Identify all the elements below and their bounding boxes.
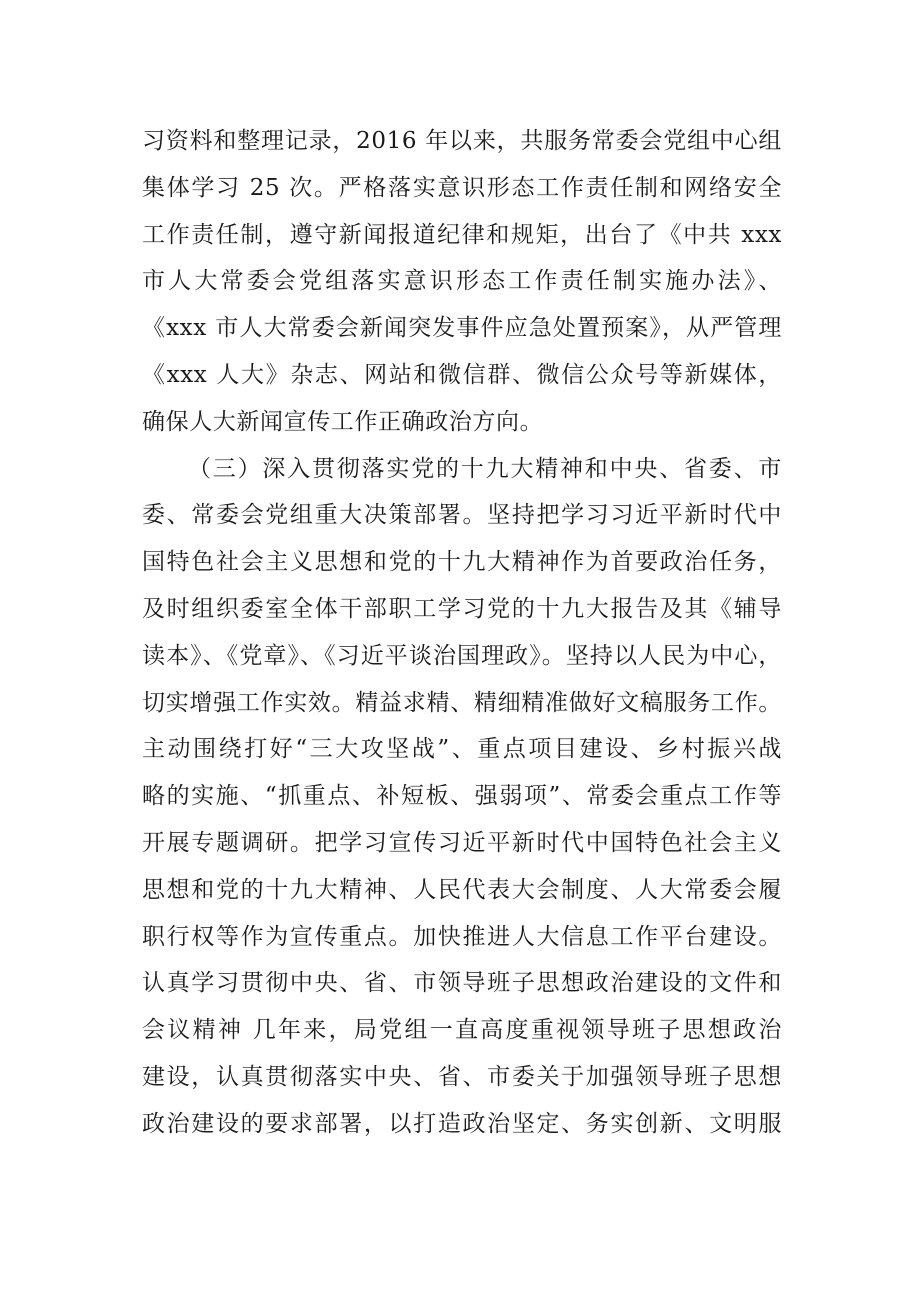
text-line-3: 工作责任制，遵守新闻报道纪律和规矩，出台了《中共 xxx	[142, 221, 782, 248]
text-line-11: 及时组织委室全体干部职工学习党的十九大报告及其《辅导	[142, 595, 782, 622]
text-line-4: 市人大常委会党组落实意识形态工作责任制实施办法》、	[142, 268, 782, 295]
paragraph-heading-line: （三）深入贯彻落实党的十九大精神和中央、省委、市	[188, 455, 782, 482]
text-line-17: 思想和党的十九大精神、人民代表大会制度、人大常委会履	[142, 876, 782, 903]
text-line-13: 切实增强工作实效。精益求精、精细精准做好文稿服务工作。	[142, 689, 782, 716]
text-line-5: 《xxx 市人大常委会新闻突发事件应急处置预案》，从严管理	[142, 315, 782, 342]
text-line-9: 委、常委会党组重大决策部署。坚持把学习习近平新时代中	[142, 502, 782, 529]
text-line-2: 集体学习 25 次。严格落实意识形态工作责任制和网络安全	[142, 174, 782, 201]
text-line-22: 政治建设的要求部署，以打造政治坚定、务实创新、文明服	[142, 1110, 782, 1137]
text-line-12: 读本》、《党章》、《习近平谈治国理政》。坚持以人民为中心，	[142, 642, 782, 669]
text-line-7: 确保人大新闻宣传工作正确政治方向。	[142, 408, 544, 435]
text-line-10: 国特色社会主义思想和党的十九大精神作为首要政治任务，	[142, 549, 782, 576]
text-line-21: 建设，认真贯彻落实中央、省、市委关于加强领导班子思想	[142, 1063, 782, 1090]
text-line-16: 开展专题调研。把学习宣传习近平新时代中国特色社会主义	[142, 829, 782, 856]
text-line-6: 《xxx 人大》杂志、网站和微信群、微信公众号等新媒体，	[142, 361, 782, 388]
body-text	[142, 118, 782, 1148]
text-line-20: 会议精神 几年来，局党组一直高度重视领导班子思想政治	[142, 1017, 782, 1044]
text-line-1: 习资料和整理记录，2016 年以来，共服务常委会党组中心组	[142, 128, 782, 154]
text-line-14: 主动围绕打好“三大攻坚战”、重点项目建设、乡村振兴战	[142, 736, 782, 763]
text-line-18: 职行权等作为宣传重点。加快推进人大信息工作平台建设。	[142, 923, 782, 950]
text-line-15: 略的实施、“抓重点、补短板、强弱项”、常委会重点工作等	[142, 783, 782, 810]
text-line-19: 认真学习贯彻中央、省、市领导班子思想政治建设的文件和	[142, 970, 782, 997]
